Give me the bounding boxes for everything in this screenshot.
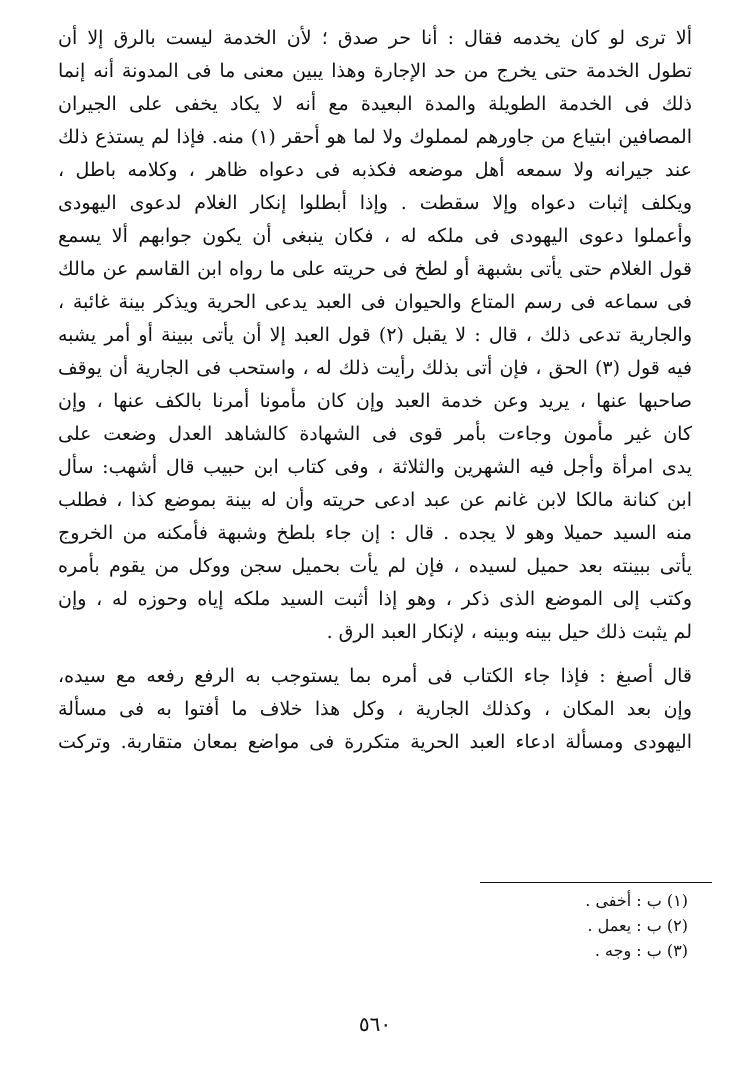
text-line: وإن بعد المكان ، وكذلك الجارية ، وكل هذا خلاف ما أفتوا به فى مسألة xyxy=(58,698,692,720)
text-line: قول الغلام حتى يأتى بشبهة أو لطخ فى حريته على ما رواه ابن القاسم عن مالك xyxy=(58,258,692,280)
footnotes xyxy=(388,888,688,963)
text-line: وأعملوا دعوى اليهودى فى ملكه له ، فكان ينبغى أن يكون جوابهم ألا يسمع xyxy=(58,225,692,247)
text-line: منه السيد حميلا وهو لا يجده . قال : إن جاء بلطخ وشبهة فأمكنه من الخروج xyxy=(58,522,692,544)
paragraph-1 xyxy=(58,22,692,649)
text-line: والجارية تدعى ذلك ، قال : لا يقبل (٢) قول العبد إلا أن يأتى ببينة أو أمر يشبه xyxy=(58,324,692,346)
main-text xyxy=(58,22,692,759)
text-line: عند جيرانه ولا سمعه أهل موضعه فكذبه فى دعواه ظاهر ، وكلامه باطل ، xyxy=(58,159,692,181)
footnote-1: (١) ب : أخفى . xyxy=(585,891,688,910)
text-line: يدى امرأة وأجل فيه الشهرين والثلاثة ، وفى كتاب ابن حبيب قال أشهب: سأل xyxy=(58,456,692,478)
text-line: اليهودى ومسألة ادعاء العبد الحرية متكررة فى مواضع بمعان متقاربة. وتركت xyxy=(58,731,692,753)
text-line: فى سماعه فى رسم المتاع والحيوان فى العبد يدعى الحرية ويذكر بينة غائبة ، xyxy=(58,291,692,313)
text-line: كان غير مأمون وجاءت بأمر قوى فى الشهادة كالشاهد العدل وضعت على xyxy=(58,423,692,445)
footnote-3: (٣) ب : وجه . xyxy=(594,941,688,960)
text-line: قال أصبغ : فإذا جاء الكتاب فى أمره بما يستوجب به الرفع رفعه مع سيده، xyxy=(58,665,692,687)
text-line: المصافين ابتياع من جاورهم لمملوك ولا لما هو أحقر (١) منه. فإذا لم يستذع ذلك xyxy=(58,126,692,148)
paragraph-2 xyxy=(58,660,692,759)
text-line: ذلك فى الخدمة الطويلة والمدة البعيدة مع أنه لا يكاد يخفى على الجيران xyxy=(58,93,692,115)
footnote-divider xyxy=(480,882,712,883)
text-line: ألا ترى لو كان يخدمه فقال : أنا حر صدق ؛ لأن الخدمة ليست بالرق إلا أن xyxy=(58,27,692,49)
text-line: وكتب إلى الموضع الذى ذكر ، وهو إذا أثبت السيد ملكه إياه وحوزه له ، وإن xyxy=(58,588,692,610)
text-line: يأتى ببينته بعد حميل لسيده ، فإن لم يأت بحميل سجن ووكل من يقوم بأمره xyxy=(58,555,692,577)
footnote-2: (٢) ب : يعمل . xyxy=(587,916,688,935)
text-line: صاحبها عنها ، يريد وعن خدمة العبد وإن كان مأمونا أمرنا بالكف عنها ، وإن xyxy=(58,390,692,412)
text-line: تطول الخدمة حتى يخرج من حد الإجارة وهذا يبين معنى ما فى المدونة أنه إنما xyxy=(58,60,692,82)
page-number: ٥٦٠ xyxy=(358,1012,392,1036)
text-line: لم يثبت ذلك حيل بينه وبينه ، لإنكار العبد الرق . xyxy=(326,621,692,643)
text-line: ابن كنانة مالكا لابن غانم عن عبد ادعى حريته وأن له بينة بموضع كذا ، فطلب xyxy=(58,489,692,511)
text-line: ويكلف إثبات دعواه وإلا سقطت . وإذا أبطلوا إنكار الغلام لدعوى اليهودى xyxy=(58,192,692,214)
text-line: فيه قول (٣) الحق ، فإن أتى بذلك رأيت ذلك له ، واستحب فى الجارية أن يوقف xyxy=(58,357,692,379)
